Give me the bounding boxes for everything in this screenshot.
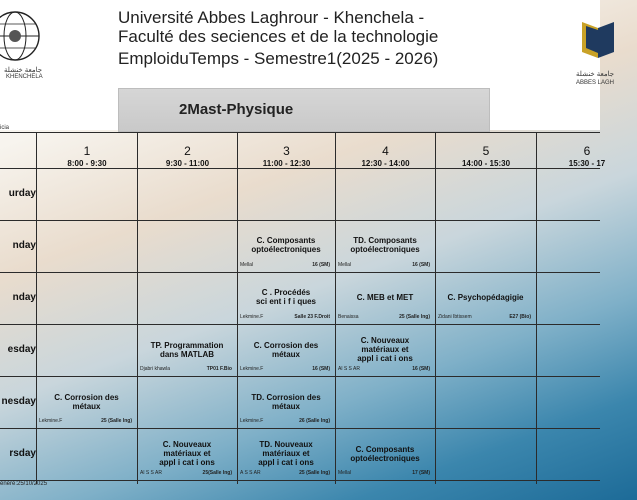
session-course: C. MEB et MET xyxy=(356,293,414,302)
session-course: C. Corrosion des métaux xyxy=(253,341,319,359)
university-logo-right xyxy=(576,18,618,86)
session-course: TD. Corrosion des métaux xyxy=(251,393,321,411)
logo-left-latin: KHENCHELA xyxy=(6,74,43,80)
university-logo-left xyxy=(0,8,48,78)
session-sunday-4[interactable] xyxy=(335,220,435,272)
logo-right-arabic: جامعة خنشلة xyxy=(576,71,615,78)
day-label-saturday: urday xyxy=(8,188,36,199)
generated-date: énéré:25/10/2025 xyxy=(0,481,48,487)
day-label-sunday: nday xyxy=(12,240,36,251)
subtitle-fragment: icia xyxy=(0,125,10,131)
session-course: C . Procédés sci ent i f i ques xyxy=(255,288,316,306)
session-room: 16 (SM) xyxy=(312,262,330,268)
header-university: Université Abbes Laghrour - Khenchela - xyxy=(118,8,425,27)
session-thursday-4[interactable] xyxy=(335,428,435,480)
column-header-2: 2 9:30 - 11:00 xyxy=(165,144,210,168)
header-schedule: EmploiduTemps - Semestre1(2025 - 2026) xyxy=(118,49,439,68)
session-room: 25 (Salle Ing) xyxy=(399,314,430,320)
session-wednesday-1[interactable] xyxy=(36,376,137,428)
session-wednesday-3[interactable] xyxy=(237,376,335,428)
session-room: 25 (Salle Ing) xyxy=(299,470,330,476)
column-header-4: 4 12:30 - 14:00 xyxy=(361,144,410,168)
session-course: C. Nouveaux matériaux et appl i cat i ons xyxy=(357,336,413,363)
session-thursday-3[interactable] xyxy=(237,428,335,480)
column-header-6: 6 15:30 - 17 xyxy=(568,144,606,168)
day-label-thursday: rsday xyxy=(9,448,36,459)
session-course: TP. Programmation dans MATLAB xyxy=(150,341,224,359)
timetable-grid xyxy=(0,132,606,484)
session-monday-4[interactable] xyxy=(335,272,435,324)
session-course: C. Psychopédagigie xyxy=(447,293,524,302)
column-header-5: 5 14:00 - 15:30 xyxy=(461,144,511,168)
session-thursday-2[interactable] xyxy=(137,428,237,480)
session-room: 17 (SM) xyxy=(412,470,430,476)
day-label-tuesday: esday xyxy=(7,344,36,355)
session-teacher: Djabri khawla xyxy=(140,366,171,372)
session-teacher: Lekmine.F xyxy=(240,418,264,424)
session-room: TP01 F.Bio xyxy=(206,366,232,372)
session-sunday-3[interactable] xyxy=(237,220,335,272)
session-teacher: Lekmine.F xyxy=(39,418,63,424)
session-teacher: Al S S AR xyxy=(140,470,162,476)
day-label-monday: nday xyxy=(12,292,36,303)
class-name: 2Mast-Physique xyxy=(179,101,294,118)
session-room: 25 (Salle Ing) xyxy=(101,418,132,424)
session-course: TD. Nouveaux matériaux et appl i cat i ons xyxy=(258,440,314,467)
logo-left-arabic: جامعة خنشلة xyxy=(4,67,43,74)
session-teacher: Zidani Ibtissem xyxy=(438,314,472,320)
session-teacher: Al S S AR xyxy=(338,366,360,372)
session-teacher: Benaissa xyxy=(338,314,359,320)
session-course: C. Corrosion des métaux xyxy=(54,393,119,411)
session-teacher: Mellal xyxy=(338,262,352,268)
session-tuesday-4[interactable] xyxy=(335,324,435,376)
logo-right-latin: ABBES LAGH xyxy=(576,80,615,86)
session-monday-5[interactable] xyxy=(435,272,536,324)
session-room: 16 (SM) xyxy=(412,366,430,372)
session-teacher: Lekmine.F xyxy=(240,314,264,320)
session-room: 16 (SM) xyxy=(312,366,330,372)
session-teacher: Mellal xyxy=(338,470,352,476)
day-label-wednesday: nesday xyxy=(1,396,36,407)
session-teacher: Lekmine.F xyxy=(240,366,264,372)
column-header-3: 3 11:00 - 12:30 xyxy=(262,144,311,168)
session-room: Salle 23 F.Droit xyxy=(294,314,330,320)
session-teacher: A S S AR xyxy=(240,470,261,476)
header-faculty: Faculté des seciences et de la technologie xyxy=(118,27,439,46)
session-course: C. Composants optoélectroniques xyxy=(350,445,420,463)
session-room: 26 (Salle Ing) xyxy=(299,418,330,424)
session-teacher: Mellal xyxy=(240,262,254,268)
session-course: C. Composants optoélectroniques xyxy=(251,236,321,254)
class-banner xyxy=(118,88,490,132)
session-course: C. Nouveaux matériaux et appl i cat i ons xyxy=(159,440,215,467)
session-tuesday-3[interactable] xyxy=(237,324,335,376)
session-room: E27 (Bio) xyxy=(509,314,531,320)
session-course: TD. Composants optoélectroniques xyxy=(350,236,420,254)
session-room: 16 (SM) xyxy=(412,262,430,268)
column-header-1: 1 8:00 - 9:30 xyxy=(67,144,107,168)
session-room: 25(Salle Ing) xyxy=(202,470,232,476)
session-monday-3[interactable] xyxy=(237,272,335,324)
session-tuesday-2[interactable] xyxy=(137,324,237,376)
